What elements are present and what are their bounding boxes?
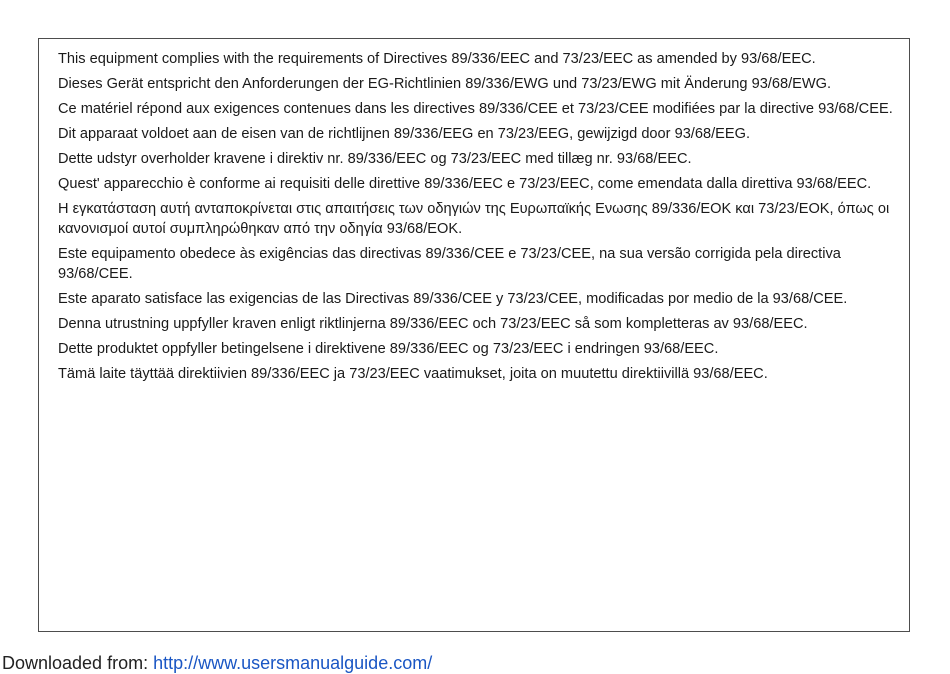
compliance-text-finnish: Tämä laite täyttää direktiivien 89/336/EEC ja 73/23/EEC vaatimukset, joita on muutettu direktiivillä 93/68/EEC. [58,366,768,382]
footer-label: Downloaded from: [2,653,154,673]
compliance-text-italian: Quest' apparecchio è conforme ai requisiti delle direttive 89/336/EEC e 73/23/EEC, come emendata dalla direttiva 93/68/EEC. [58,176,872,192]
compliance-text-spanish: Este aparato satisface las exigencias de las Directivas 89/336/CEE y 73/23/CEE, modificadas por medio de la 93/68/CEE. [58,291,848,307]
source-link[interactable]: http://www.usersmanualguide.com/ [153,653,433,673]
compliance-text-dutch: Dit apparaat voldoet aan de eisen van de richtlijnen 89/336/EEG en 73/23/EEG, gewijzigd door 93/68/EEG. [58,126,751,142]
download-source-footer [2,652,432,674]
compliance-text-german: Dieses Gerät entspricht den Anforderungen der EG-Richtlinien 89/336/EWG und 73/23/EWG mit Änderung 93/68/EWG. [58,76,832,92]
compliance-text-norwegian: Dette produktet oppfyller betingelsene i direktivene 89/336/EEC og 73/23/EEC i endringen 93/68/EEC. [58,341,719,357]
compliance-text-english: This equipment complies with the requirements of Directives 89/336/EEC and 73/23/EEC as amended by 93/68/EEC. [58,51,816,67]
compliance-text-portuguese: Este equipamento obedece às exigências das directivas 89/336/CEE e 73/23/CEE, na sua versão corrigida pela directiva 93/68/CEE. [58,246,841,282]
compliance-text-danish: Dette udstyr overholder kravene i direktiv nr. 89/336/EEC og 73/23/EEC med tillæg nr. 93/68/EEC. [58,151,692,167]
compliance-notice-box [38,38,910,632]
compliance-text-greek: Η εγκατάσταση αυτή ανταποκρίνεται στις απαιτήσεις των οδηγιών της Ευρωπαϊκής Ενωσης 89/336/ΕΟΚ και 73/23/ΕΟΚ, όπως οι κανονισμοί αυτοί συμπληρώθηκαν από την οδηγία 93/68/ΕΟΚ. [58,201,890,237]
compliance-text-swedish: Denna utrustning uppfyller kraven enligt riktlinjerna 89/336/EEC och 73/23/EEC så som kompletteras av 93/68/EEC. [58,316,808,332]
compliance-text-french: Ce matériel répond aux exigences contenues dans les directives 89/336/CEE et 73/23/CEE modifiées par la directive 93/68/CEE. [58,101,893,117]
